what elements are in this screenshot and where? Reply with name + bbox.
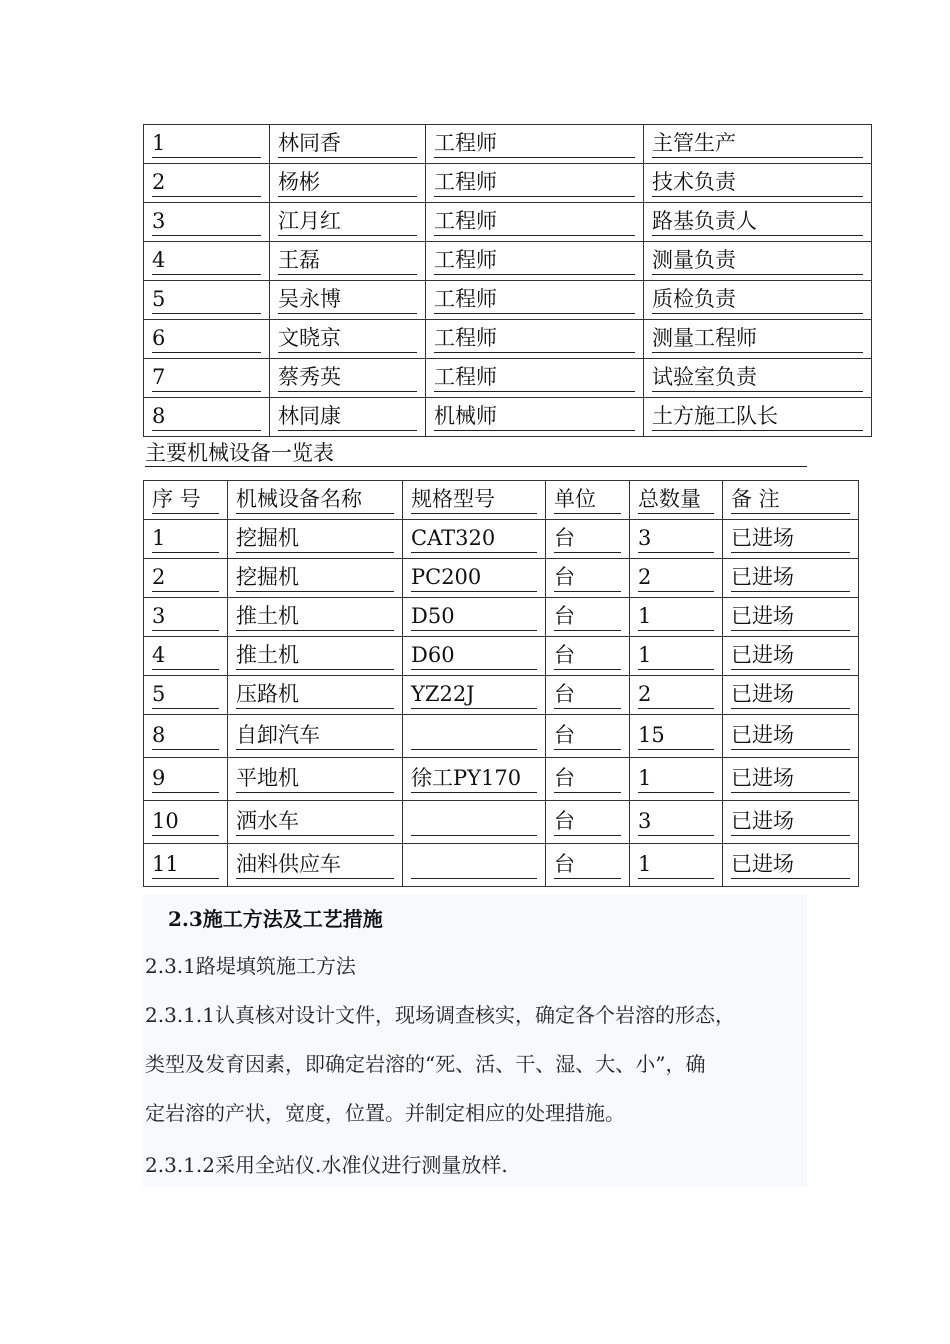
cell-text: 已进场 [731, 681, 850, 709]
cell-text: 已进场 [731, 642, 850, 670]
table-row [144, 637, 859, 676]
table-cell [144, 320, 270, 359]
table-cell [644, 359, 872, 398]
paragraph: 2.3.1路堤填筑施工方法 [145, 954, 356, 978]
cell-text: PC200 [411, 564, 537, 592]
equipment-table-body [144, 481, 859, 887]
table-cell [630, 637, 723, 676]
cell-text: 林同康 [278, 403, 417, 431]
cell-text: 1 [638, 603, 714, 631]
paragraph: 定岩溶的产状，宽度，位置。并制定相应的处理措施。 [145, 1101, 625, 1125]
cell-text: 林同香 [278, 130, 417, 158]
table-cell [270, 398, 426, 437]
table-row [144, 359, 872, 398]
cell-text: 推土机 [236, 642, 394, 670]
cell-text: 质检负责 [652, 286, 863, 314]
table-cell [144, 801, 228, 844]
cell-text [411, 722, 537, 750]
table-cell [630, 559, 723, 598]
cell-text: 试验室负责 [652, 364, 863, 392]
staff-table [143, 124, 872, 437]
table-cell [144, 281, 270, 320]
table-cell [228, 801, 403, 844]
table-row [144, 320, 872, 359]
table-cell [144, 203, 270, 242]
table-cell [403, 598, 546, 637]
cell-text: 洒水车 [236, 808, 394, 836]
table-row [144, 844, 859, 887]
cell-text: 台 [554, 603, 621, 631]
table-cell [228, 520, 403, 559]
equipment-table [143, 480, 859, 887]
table-row [144, 125, 872, 164]
cell-text: CAT320 [411, 525, 537, 553]
cell-text: 序 号 [152, 486, 219, 514]
table-cell [403, 637, 546, 676]
table-cell [426, 164, 644, 203]
table-cell [403, 559, 546, 598]
table-cell [270, 203, 426, 242]
cell-text: 台 [554, 642, 621, 670]
table-cell [723, 520, 859, 559]
table-cell [546, 676, 630, 715]
table-cell [144, 559, 228, 598]
table-cell [723, 559, 859, 598]
cell-text: 1 [638, 851, 714, 879]
table-cell [644, 242, 872, 281]
cell-text: 杨彬 [278, 169, 417, 197]
table-row [144, 281, 872, 320]
cell-text: 工程师 [434, 286, 635, 314]
cell-text: 已进场 [731, 603, 850, 631]
table-cell [546, 637, 630, 676]
table-cell [426, 203, 644, 242]
table-row [144, 398, 872, 437]
table-cell [546, 801, 630, 844]
table-cell [270, 125, 426, 164]
cell-text: 6 [152, 325, 261, 353]
table-cell [426, 359, 644, 398]
table-cell [723, 758, 859, 801]
table-header-cell [228, 481, 403, 520]
table-cell [426, 125, 644, 164]
cell-text: 已进场 [731, 851, 850, 879]
cell-text: 油料供应车 [236, 851, 394, 879]
cell-text: 平地机 [236, 765, 394, 793]
cell-text: YZ22J [411, 681, 537, 709]
cell-text: 15 [638, 722, 714, 750]
cell-text: 技术负责 [652, 169, 863, 197]
table-cell [228, 637, 403, 676]
cell-text: 工程师 [434, 130, 635, 158]
table-header-row [144, 481, 859, 520]
cell-text: 1 [638, 765, 714, 793]
table-cell [270, 320, 426, 359]
cell-text: 9 [152, 765, 219, 793]
table-header-cell [723, 481, 859, 520]
cell-text: 文晓京 [278, 325, 417, 353]
cell-text: 测量工程师 [652, 325, 863, 353]
cell-text: 单位 [554, 486, 621, 514]
cell-text: 江月红 [278, 208, 417, 236]
cell-text: 8 [152, 403, 261, 431]
table-cell [630, 676, 723, 715]
table-cell [723, 598, 859, 637]
table-cell [426, 398, 644, 437]
cell-text: 2 [638, 564, 714, 592]
table-cell [426, 281, 644, 320]
cell-text: 工程师 [434, 208, 635, 236]
table-cell [630, 520, 723, 559]
cell-text: 7 [152, 364, 261, 392]
table-cell [270, 281, 426, 320]
table-row [144, 598, 859, 637]
cell-text: 挖掘机 [236, 525, 394, 553]
table-header-cell [403, 481, 546, 520]
cell-text: 规格型号 [411, 486, 537, 514]
table-row [144, 520, 859, 559]
table-cell [403, 801, 546, 844]
cell-text: 台 [554, 722, 621, 750]
table-cell [630, 715, 723, 758]
table-cell [403, 715, 546, 758]
table-cell [403, 520, 546, 559]
cell-text: D60 [411, 642, 537, 670]
table-cell [144, 758, 228, 801]
table-row [144, 676, 859, 715]
table-cell [644, 398, 872, 437]
table-cell [144, 676, 228, 715]
cell-text: 主管生产 [652, 130, 863, 158]
table-cell [546, 559, 630, 598]
cell-text: 5 [152, 286, 261, 314]
cell-text: 工程师 [434, 325, 635, 353]
table-cell [644, 125, 872, 164]
table-header-cell [630, 481, 723, 520]
table-cell [144, 164, 270, 203]
cell-text: 总数量 [638, 486, 714, 514]
cell-text: 推土机 [236, 603, 394, 631]
cell-text: 工程师 [434, 169, 635, 197]
cell-text: 4 [152, 642, 219, 670]
table-row [144, 559, 859, 598]
table-cell [546, 520, 630, 559]
table-cell [546, 758, 630, 801]
cell-text: 测量负责 [652, 247, 863, 275]
table-cell [228, 559, 403, 598]
table-cell [144, 715, 228, 758]
table-header-cell [144, 481, 228, 520]
cell-text: D50 [411, 603, 537, 631]
table-cell [270, 164, 426, 203]
cell-text: 3 [638, 808, 714, 836]
table-cell [144, 844, 228, 887]
cell-text: 徐工PY170 [411, 765, 537, 793]
table-cell [723, 637, 859, 676]
cell-text: 11 [152, 851, 219, 879]
cell-text: 已进场 [731, 722, 850, 750]
cell-text: 挖掘机 [236, 564, 394, 592]
cell-text: 机械设备名称 [236, 486, 394, 514]
cell-text: 王磊 [278, 247, 417, 275]
table-cell [144, 637, 228, 676]
table-cell [228, 844, 403, 887]
table-cell [403, 676, 546, 715]
table-cell [630, 844, 723, 887]
table-cell [270, 359, 426, 398]
cell-text: 2 [638, 681, 714, 709]
table-row [144, 715, 859, 758]
table-row [144, 242, 872, 281]
table-row [144, 164, 872, 203]
staff-table-body [144, 125, 872, 437]
cell-text: 工程师 [434, 364, 635, 392]
table-row [144, 203, 872, 242]
cell-text: 5 [152, 681, 219, 709]
table-row [144, 801, 859, 844]
cell-text: 工程师 [434, 247, 635, 275]
table-cell [144, 520, 228, 559]
cell-text: 已进场 [731, 765, 850, 793]
cell-text: 10 [152, 808, 219, 836]
cell-text: 已进场 [731, 564, 850, 592]
table-cell [644, 281, 872, 320]
cell-text: 台 [554, 525, 621, 553]
cell-text [411, 851, 537, 879]
table-cell [228, 715, 403, 758]
cell-text: 2 [152, 169, 261, 197]
cell-text: 1 [638, 642, 714, 670]
equipment-table-caption: 主要机械设备一览表 [145, 440, 807, 467]
cell-text: 蔡秀英 [278, 364, 417, 392]
cell-text: 1 [152, 130, 261, 158]
cell-text: 台 [554, 851, 621, 879]
cell-text: 已进场 [731, 525, 850, 553]
cell-text: 3 [152, 208, 261, 236]
cell-text [411, 808, 537, 836]
cell-text: 已进场 [731, 808, 850, 836]
table-cell [630, 758, 723, 801]
construction-method-section [143, 895, 807, 1187]
table-cell [144, 598, 228, 637]
table-cell [403, 844, 546, 887]
cell-text: 吴永博 [278, 286, 417, 314]
table-cell [546, 844, 630, 887]
cell-text: 备 注 [731, 486, 850, 514]
table-cell [546, 598, 630, 637]
table-cell [426, 242, 644, 281]
table-cell [270, 242, 426, 281]
paragraph: 类型及发育因素，即确定岩溶的“死、活、干、湿、大、小”，确 [145, 1052, 706, 1076]
table-cell [630, 598, 723, 637]
cell-text: 台 [554, 808, 621, 836]
cell-text: 自卸汽车 [236, 722, 394, 750]
table-cell [630, 801, 723, 844]
cell-text: 台 [554, 681, 621, 709]
section-heading: 2.3施工方法及工艺措施 [168, 907, 383, 931]
table-cell [644, 164, 872, 203]
cell-text: 1 [152, 525, 219, 553]
table-cell [644, 320, 872, 359]
table-cell [723, 801, 859, 844]
table-cell [144, 125, 270, 164]
table-cell [723, 715, 859, 758]
table-cell [426, 320, 644, 359]
table-cell [228, 758, 403, 801]
cell-text: 路基负责人 [652, 208, 863, 236]
cell-text: 机械师 [434, 403, 635, 431]
table-cell [228, 676, 403, 715]
table-cell [723, 676, 859, 715]
table-cell [144, 242, 270, 281]
cell-text: 台 [554, 765, 621, 793]
table-cell [403, 758, 546, 801]
cell-text: 3 [638, 525, 714, 553]
table-cell [144, 359, 270, 398]
cell-text: 2 [152, 564, 219, 592]
table-cell [644, 203, 872, 242]
table-cell [144, 398, 270, 437]
table-header-cell [546, 481, 630, 520]
cell-text: 土方施工队长 [652, 403, 863, 431]
table-cell [228, 598, 403, 637]
cell-text: 4 [152, 247, 261, 275]
cell-text: 3 [152, 603, 219, 631]
paragraph: 2.3.1.2采用全站仪.水准仪进行测量放样. [145, 1153, 508, 1177]
cell-text: 压路机 [236, 681, 394, 709]
cell-text: 台 [554, 564, 621, 592]
table-row [144, 758, 859, 801]
table-cell [546, 715, 630, 758]
cell-text: 8 [152, 722, 219, 750]
table-cell [723, 844, 859, 887]
paragraph: 2.3.1.1认真核对设计文件，现场调查核实，确定各个岩溶的形态， [145, 1003, 735, 1027]
